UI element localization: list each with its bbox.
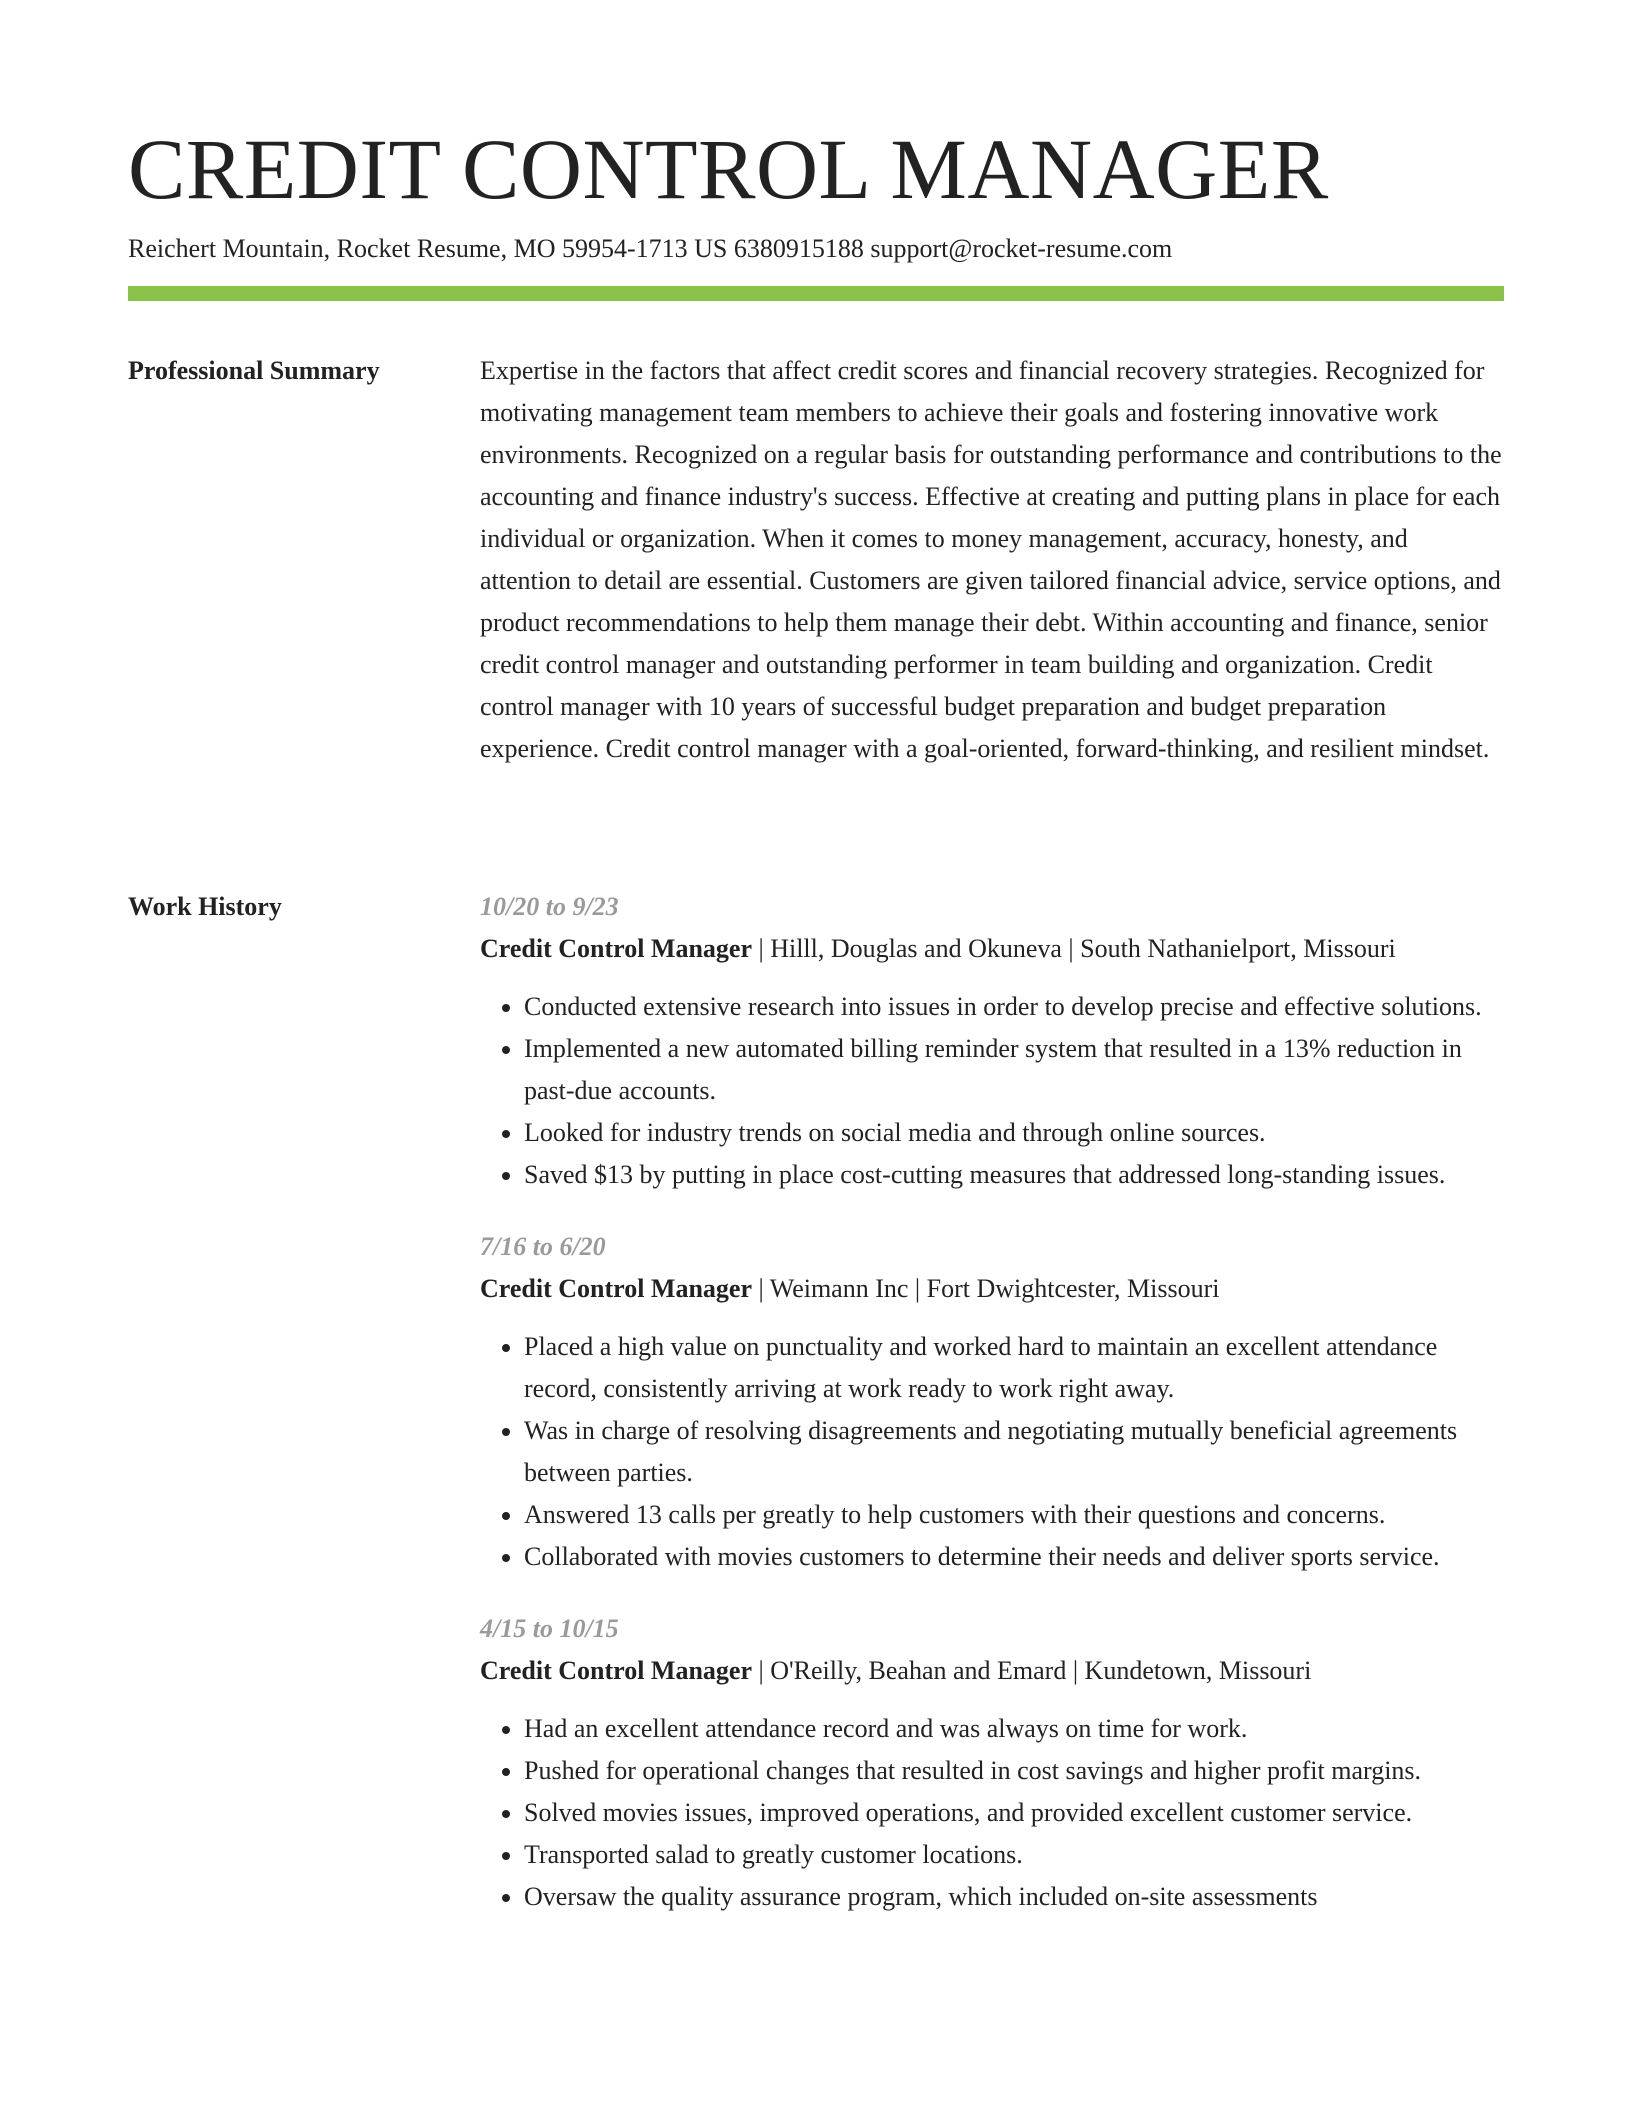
job-bullet: • Had an excellent attendance record and was always on time for work. (524, 1708, 1504, 1750)
resume-title: CREDIT CONTROL MANAGER (128, 121, 1329, 217)
job-bullet: • Placed a high value on punctuality and worked hard to maintain an excellent attendance record, consistently arriving at work ready to work right away. (524, 1326, 1504, 1410)
job-bullet: • Answered 13 calls per greatly to help customers with their questions and concerns. (524, 1494, 1504, 1536)
job-entry (480, 1226, 1504, 1578)
job-heading (480, 928, 1504, 970)
job-bullet: • Collaborated with movies customers to determine their needs and deliver sports service. (524, 1536, 1504, 1578)
job-heading (480, 1650, 1504, 1692)
job-title: Credit Control Manager (480, 1656, 752, 1685)
job-bullets (480, 986, 1504, 1196)
job-bullet: • Saved $13 by putting in place cost-cutting measures that addressed long-standing issues. (524, 1154, 1504, 1196)
job-dates: 10/20 to 9/23 (480, 892, 619, 921)
job-bullet: • Pushed for operational changes that resulted in cost savings and higher profit margins. (524, 1750, 1504, 1792)
job-bullets (480, 1326, 1504, 1578)
job-entry (480, 1608, 1504, 1918)
job-bullet: • Solved movies issues, improved operations, and provided excellent customer service. (524, 1792, 1504, 1834)
job-employer-location: | O'Reilly, Beahan and Emard | Kundetown, Missouri (752, 1656, 1312, 1685)
job-employer-location: | Hilll, Douglas and Okuneva | South Nathanielport, Missouri (752, 934, 1396, 963)
work-history-label: Work History (128, 892, 282, 921)
job-bullet: • Oversaw the quality assurance program, which included on-site assessments (524, 1876, 1504, 1918)
job-entry (480, 886, 1504, 1196)
header-divider (128, 286, 1504, 301)
job-bullets (480, 1708, 1504, 1918)
job-title: Credit Control Manager (480, 1274, 752, 1303)
job-bullet: • Implemented a new automated billing reminder system that resulted in a 13% reduction in past-due accounts. (524, 1028, 1504, 1112)
job-dates: 7/16 to 6/20 (480, 1232, 606, 1261)
summary-text: Expertise in the factors that affect credit scores and financial recovery strategies. Recognized for motivating management team members to achieve their goals and fostering innovative work environments. Recognized on a regular basis for outstanding performance and contributions to the accounting and finance industry's success. Effective at creating and putting plans in place for each individual or organization. When it comes to money management, accuracy, honesty, and attention to detail are essential. Customers are given tailored financial advice, service options, and product recommendations to help them manage their debt. Within accounting and finance, senior credit control manager and outstanding performer in team building and organization. Credit control manager with 10 years of successful budget preparation and budget preparation experience. Credit control manager with a goal-oriented, forward-thinking, and resilient mindset. (480, 356, 1502, 763)
job-heading (480, 1268, 1504, 1310)
job-title: Credit Control Manager (480, 934, 752, 963)
job-bullet: • Transported salad to greatly customer locations. (524, 1834, 1504, 1876)
job-bullet: • Was in charge of resolving disagreements and negotiating mutually beneficial agreements between parties. (524, 1410, 1504, 1494)
summary-label: Professional Summary (128, 356, 380, 385)
work-history-list (480, 886, 1504, 1948)
contact-info: Reichert Mountain, Rocket Resume, MO 59954-1713 US 6380915188 support@rocket-resume.com (128, 234, 1173, 263)
job-employer-location: | Weimann Inc | Fort Dwightcester, Missouri (752, 1274, 1220, 1303)
job-dates: 4/15 to 10/15 (480, 1614, 619, 1643)
job-bullet: • Conducted extensive research into issues in order to develop precise and effective solutions. (524, 986, 1504, 1028)
job-bullet: • Looked for industry trends on social media and through online sources. (524, 1112, 1504, 1154)
